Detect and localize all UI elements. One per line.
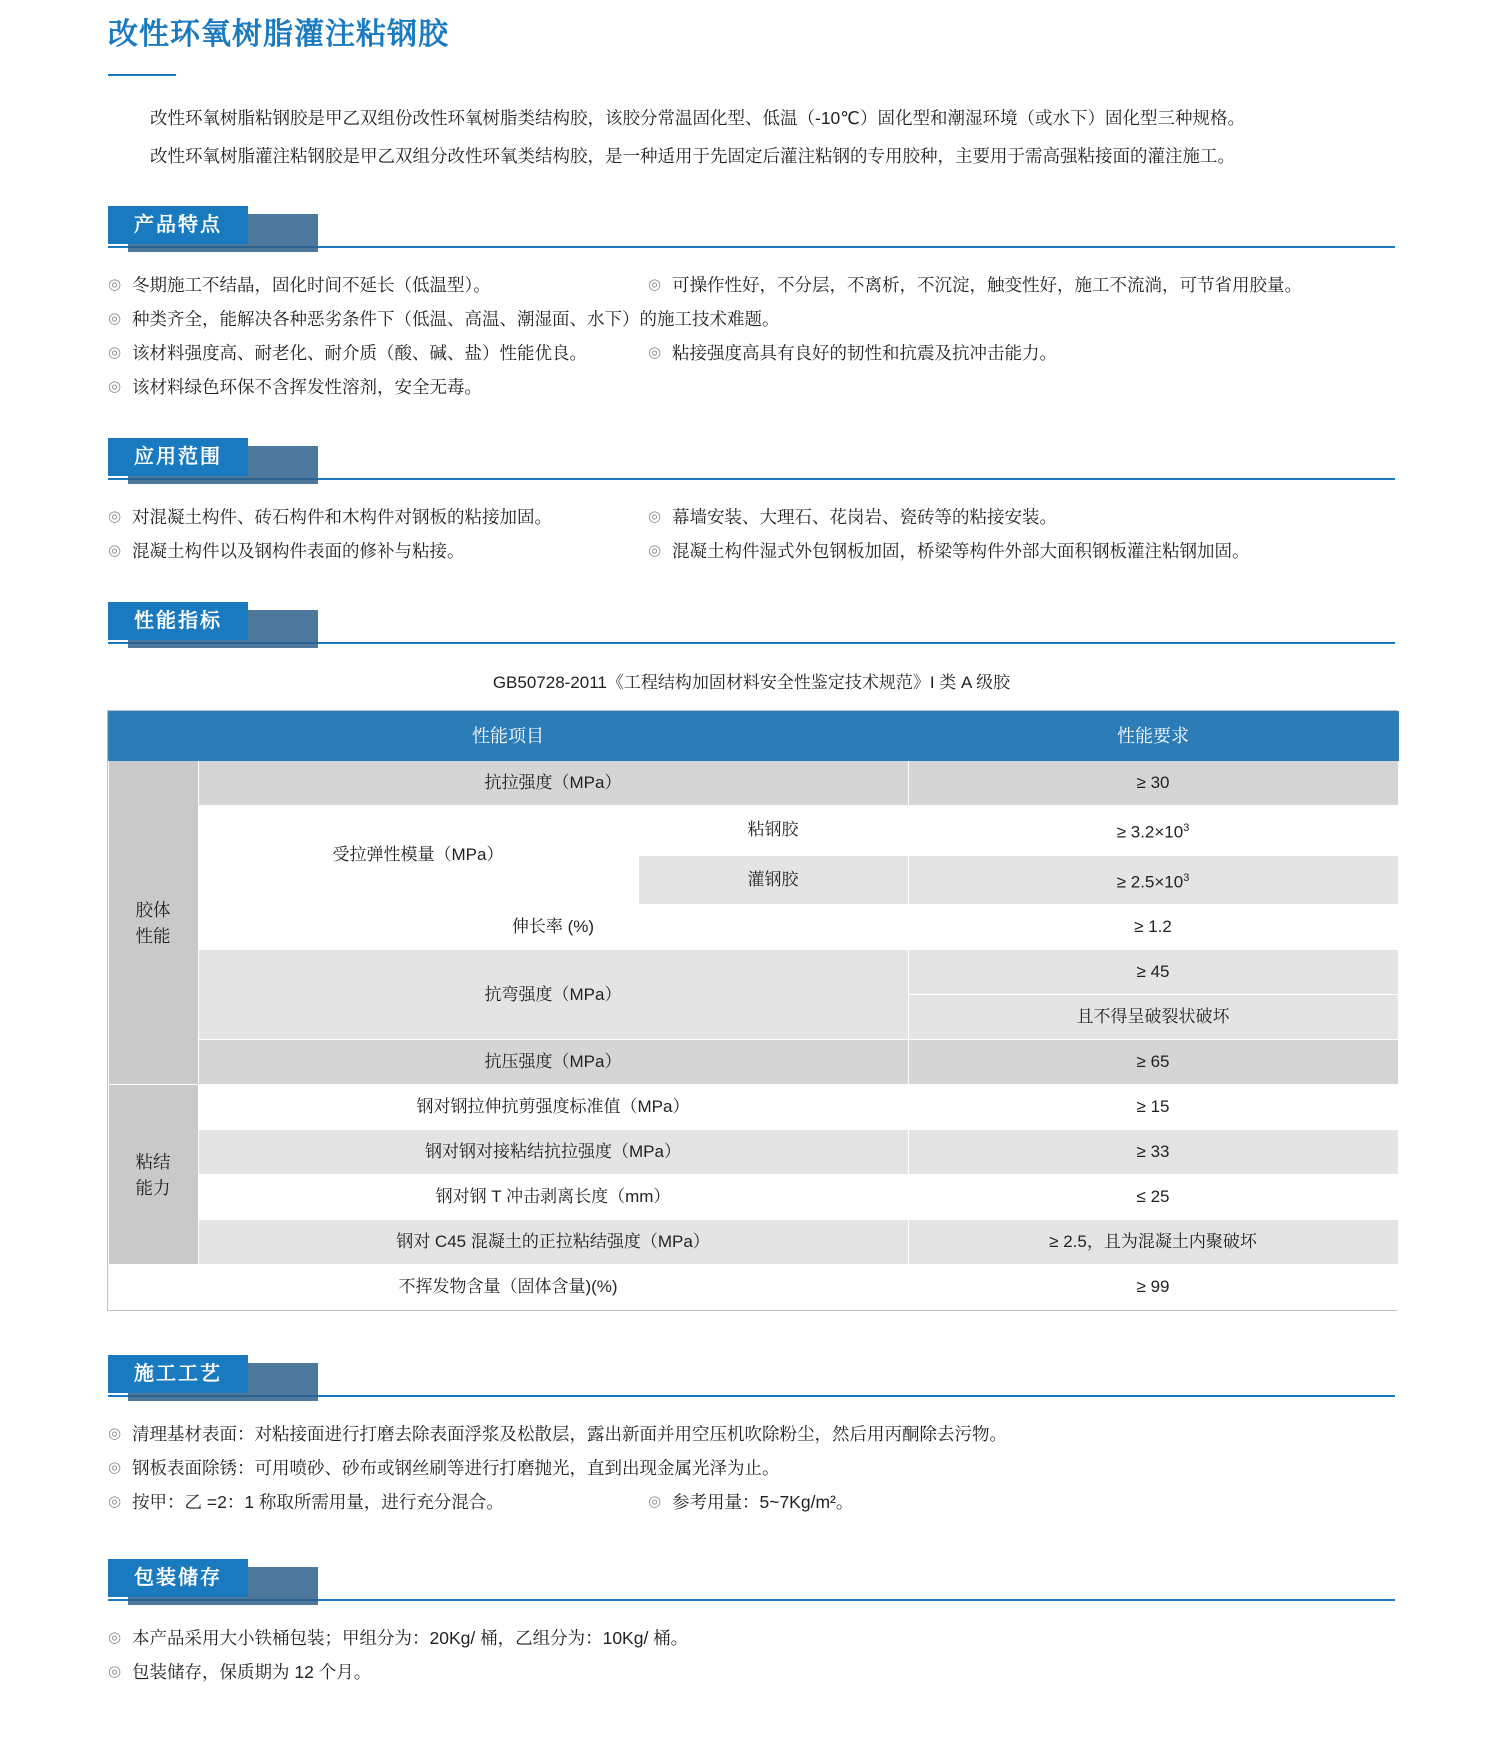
- list-row: [108, 1655, 1395, 1689]
- bullet-icon: ◎: [108, 1425, 122, 1443]
- performance-table: [108, 711, 1399, 1310]
- table-cell-value: ≤ 25: [908, 1175, 1398, 1220]
- table-cell-value: ≥ 2.5，且为混凝土内聚破坏: [908, 1220, 1398, 1265]
- list-row: [108, 500, 1395, 534]
- list-item-text: 对混凝土构件、砖石构件和木构件对钢板的粘接加固。: [132, 507, 552, 527]
- list-item-text: 混凝土构件以及钢构件表面的修补与粘接。: [132, 541, 465, 561]
- bullet-icon: ◎: [108, 276, 122, 293]
- table-cell-item: 钢对钢 T 冲击剥离长度（mm）: [198, 1175, 908, 1220]
- title-block: [0, 0, 1503, 76]
- table-cell-item: 受拉弹性模量（MPa）: [198, 806, 638, 905]
- list-item-text: 按甲：乙 =2：1 称取所需用量，进行充分混合。: [132, 1492, 504, 1513]
- list-item: [648, 1485, 1395, 1519]
- section-header-packaging: [0, 1559, 1503, 1599]
- section-title-features: 产品特点: [108, 206, 248, 244]
- bullet-icon: ◎: [108, 1459, 122, 1477]
- table-cell-subitem: 粘钢胶: [638, 806, 908, 856]
- list-item: [108, 1485, 648, 1519]
- bullet-icon: ◎: [648, 1493, 662, 1511]
- bullet-icon: ◎: [648, 508, 662, 525]
- table-row: [108, 1265, 1398, 1310]
- page-title: 改性环氧树脂灌注粘钢胶: [108, 18, 449, 51]
- table-cell-item: 钢对 C45 混凝土的正拉粘结强度（MPa）: [198, 1220, 908, 1265]
- list-item: [108, 336, 648, 370]
- row-group-glue: 胶体 性能: [108, 761, 198, 1085]
- list-item-text: 参考用量：5~7Kg/m²。: [672, 1492, 854, 1513]
- table-cell-item: 抗压强度（MPa）: [198, 1040, 908, 1085]
- list-item-text: 可操作性好，不分层，不离析，不沉淀，触变性好，施工不流淌，可节省用胶量。: [672, 275, 1302, 295]
- table-row: [108, 1085, 1398, 1130]
- list-item-text: 种类齐全，能解决各种恶劣条件下（低温、高温、潮湿面、水下）的施工技术难题。: [132, 309, 780, 329]
- table-cell-value: ≥ 33: [908, 1130, 1398, 1175]
- table-header-item: 性能项目: [108, 712, 908, 761]
- features-list: [0, 256, 1503, 404]
- bullet-icon: ◎: [108, 542, 122, 559]
- intro-paragraphs: [0, 76, 1503, 172]
- table-cell-value: ≥ 45: [908, 950, 1398, 995]
- row-group-bond: 粘结 能力: [108, 1085, 198, 1265]
- list-item: [108, 1621, 1395, 1655]
- intro-paragraph: 改性环氧树脂粘钢胶是甲乙双组份改性环氧树脂类结构胶，该胶分常温固化型、低温（-10℃）固化型和潮湿环境（或水下）固化型三种规格。: [150, 108, 1245, 128]
- table-cell-item: 伸长率 (%): [198, 905, 908, 950]
- table-row: [108, 950, 1398, 995]
- list-item: [108, 302, 1395, 336]
- list-item: [108, 370, 1395, 404]
- list-row: [108, 534, 1395, 568]
- intro-paragraph: 改性环氧树脂灌注粘钢胶是甲乙双组分改性环氧类结构胶，是一种适用于先固定后灌注粘钢的专用胶种，主要用于需高强粘接面的灌注施工。: [150, 146, 1235, 166]
- list-item: [108, 1451, 1395, 1485]
- table-cell-item: 不挥发物含量（固体含量)(%): [108, 1265, 908, 1310]
- list-item-text: 粘接强度高具有良好的韧性和抗震及抗冲击能力。: [672, 343, 1057, 363]
- table-cell-subitem: 灌钢胶: [638, 855, 908, 905]
- table-cell-item: 抗拉强度（MPa）: [198, 761, 908, 806]
- bullet-icon: ◎: [108, 1493, 122, 1511]
- list-row: [108, 1485, 1395, 1519]
- packaging-list: [0, 1609, 1503, 1689]
- list-item: [108, 1417, 1395, 1451]
- table-row: [108, 905, 1398, 950]
- list-item: [648, 500, 1395, 534]
- table-cell-value: ≥ 65: [908, 1040, 1398, 1085]
- process-list: [0, 1405, 1503, 1519]
- table-row: [108, 1040, 1398, 1085]
- list-row: [108, 1451, 1395, 1485]
- list-item-text: 清理基材表面：对粘接面进行打磨去除表面浮浆及松散层，露出新面并用空压机吹除粉尘，然后用丙酮除去污物。: [132, 1424, 1007, 1445]
- section-title-performance: 性能指标: [108, 602, 248, 640]
- list-item-text: 冬期施工不结晶，固化时间不延长（低温型）。: [132, 275, 491, 295]
- list-row: [108, 1417, 1395, 1451]
- list-item: [648, 268, 1395, 302]
- list-item: [108, 534, 648, 568]
- value-exponent: 3: [1183, 871, 1190, 884]
- table-header-requirement: 性能要求: [908, 712, 1398, 761]
- section-title-application: 应用范围: [108, 438, 248, 476]
- list-row: [108, 268, 1395, 302]
- list-item: [108, 500, 648, 534]
- section-header-process: [0, 1355, 1503, 1395]
- bullet-icon: ◎: [648, 276, 662, 293]
- table-row: [108, 1220, 1398, 1265]
- table-cell-value: [908, 855, 1398, 905]
- table-row: [108, 1175, 1398, 1220]
- list-item-text: 本产品采用大小铁桶包装；甲组分为：20Kg/ 桶，乙组分为：10Kg/ 桶。: [132, 1628, 689, 1649]
- table-cell-value: ≥ 1.2: [908, 905, 1398, 950]
- bullet-icon: ◎: [108, 378, 122, 395]
- section-header-features: [0, 206, 1503, 246]
- table-header-row: [108, 712, 1398, 761]
- section-header-application: [0, 438, 1503, 478]
- bullet-icon: ◎: [108, 310, 122, 327]
- list-item-text: 钢板表面除锈：可用喷砂、砂布或钢丝刷等进行打磨抛光，直到出现金属光泽为止。: [132, 1458, 780, 1479]
- table-row: [108, 806, 1398, 856]
- list-item-text: 混凝土构件湿式外包钢板加固，桥梁等构件外部大面积钢板灌注粘钢加固。: [672, 541, 1250, 561]
- list-row: [108, 302, 1395, 336]
- bullet-icon: ◎: [648, 344, 662, 361]
- bullet-icon: ◎: [108, 344, 122, 361]
- table-row: [108, 761, 1398, 806]
- table-cell-item: 抗弯强度（MPa）: [198, 950, 908, 1040]
- list-item: [648, 336, 1395, 370]
- bottom-spacer: [0, 1689, 1503, 1719]
- table-cell-value: ≥ 15: [908, 1085, 1398, 1130]
- list-row: [108, 370, 1395, 404]
- list-item: [108, 1655, 1395, 1689]
- section-title-process: 施工工艺: [108, 1355, 248, 1393]
- table-row: [108, 1130, 1398, 1175]
- table-caption: GB50728-2011《工程结构加固材料安全性鉴定技术规范》I 类 A 级胶: [492, 673, 1011, 692]
- bullet-icon: ◎: [108, 1629, 122, 1647]
- performance-table-wrapper: [107, 710, 1397, 1311]
- application-list: [0, 488, 1503, 568]
- list-item: [648, 534, 1395, 568]
- list-row: [108, 336, 1395, 370]
- table-cell-item: 钢对钢对接粘结抗拉强度（MPa）: [198, 1130, 908, 1175]
- list-item-text: 该材料强度高、耐老化、耐介质（酸、碱、盐）性能优良。: [132, 343, 587, 363]
- table-cell-item: 钢对钢拉伸抗剪强度标准值（MPa）: [198, 1085, 908, 1130]
- section-header-performance: [0, 602, 1503, 642]
- list-item-text: 幕墙安装、大理石、花岗岩、瓷砖等的粘接安装。: [672, 507, 1057, 527]
- list-row: [108, 1621, 1395, 1655]
- bullet-icon: ◎: [648, 542, 662, 559]
- table-cell-value: 且不得呈破裂状破坏: [908, 995, 1398, 1040]
- table-cell-value: ≥ 30: [908, 761, 1398, 806]
- list-item-text: 包装储存，保质期为 12 个月。: [132, 1662, 372, 1683]
- table-cell-value: ≥ 99: [908, 1265, 1398, 1310]
- section-title-packaging: 包装储存: [108, 1559, 248, 1597]
- list-item-text: 该材料绿色环保不含挥发性溶剂，安全无毒。: [132, 377, 482, 397]
- bullet-icon: ◎: [108, 508, 122, 525]
- bullet-icon: ◎: [108, 1663, 122, 1681]
- value-text: ≥ 2.5×10: [1116, 872, 1184, 892]
- table-cell-value: [908, 806, 1398, 856]
- list-item: [108, 268, 648, 302]
- value-exponent: 3: [1183, 822, 1190, 834]
- value-text: ≥ 3.2×10: [1116, 822, 1184, 842]
